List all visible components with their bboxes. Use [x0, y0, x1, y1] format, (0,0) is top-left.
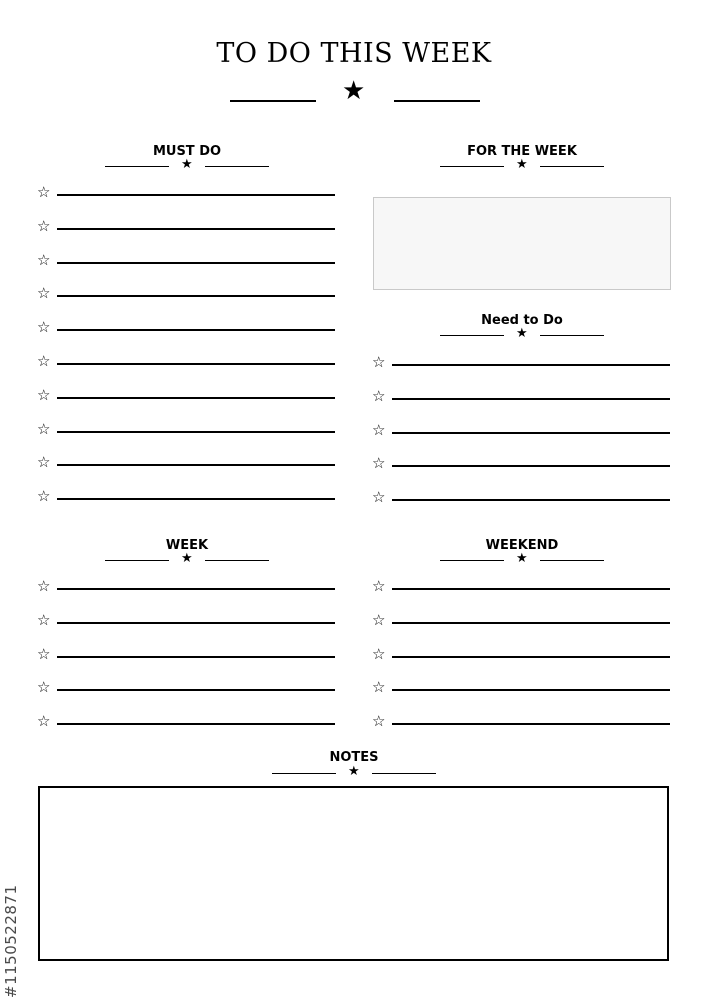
star-outline-icon[interactable]: ☆	[372, 420, 386, 439]
star-outline-icon[interactable]: ☆	[37, 712, 51, 731]
section-title-for-the-week: FOR THE WEEK	[467, 144, 577, 159]
ornament-line-right	[540, 335, 604, 336]
task-line[interactable]	[392, 723, 670, 725]
star-icon: ★	[516, 326, 528, 341]
task-line[interactable]	[392, 588, 670, 590]
task-row[interactable]	[37, 217, 335, 251]
task-row[interactable]	[372, 611, 670, 645]
task-line[interactable]	[392, 689, 670, 691]
star-outline-icon[interactable]: ☆	[372, 577, 386, 595]
ornament-line-right	[372, 773, 436, 774]
section-ornament-must-do	[105, 158, 271, 172]
section-title-week: WEEK	[165, 538, 209, 553]
task-row[interactable]	[37, 183, 335, 217]
task-row[interactable]	[37, 645, 335, 679]
ornament-line-left	[440, 166, 504, 167]
star-outline-icon[interactable]: ☆	[37, 318, 51, 337]
task-row[interactable]	[372, 421, 670, 455]
task-line[interactable]	[392, 398, 670, 400]
ornament-line-right	[540, 166, 604, 167]
must-do-list	[37, 183, 335, 521]
task-line[interactable]	[57, 622, 335, 624]
star-outline-icon[interactable]: ☆	[372, 678, 386, 697]
star-icon: ★	[348, 764, 360, 779]
task-line[interactable]	[57, 431, 335, 433]
task-row[interactable]	[372, 678, 670, 712]
task-row[interactable]	[37, 611, 335, 645]
task-line[interactable]	[392, 622, 670, 624]
star-outline-icon[interactable]: ☆	[372, 386, 386, 405]
task-line[interactable]	[57, 262, 335, 264]
task-row[interactable]	[37, 251, 335, 285]
task-row[interactable]	[37, 420, 335, 454]
task-row[interactable]	[372, 353, 670, 387]
task-line[interactable]	[57, 723, 335, 725]
section-ornament-weekend	[440, 552, 606, 566]
star-outline-icon[interactable]: ☆	[37, 351, 51, 370]
task-line[interactable]	[57, 588, 335, 590]
ornament-line-right	[205, 166, 269, 167]
week-list	[37, 577, 335, 746]
task-line[interactable]	[57, 194, 335, 196]
ornament-line-left	[440, 560, 504, 561]
title-ornament-line-left	[230, 100, 316, 102]
star-outline-icon[interactable]: ☆	[37, 610, 51, 629]
star-icon: ★	[516, 551, 528, 566]
task-row[interactable]	[372, 577, 670, 611]
star-outline-icon[interactable]: ☆	[37, 419, 51, 438]
task-row[interactable]	[37, 678, 335, 712]
page-title: TO DO THIS WEEK	[216, 38, 492, 69]
task-row[interactable]	[372, 387, 670, 421]
star-outline-icon[interactable]: ☆	[37, 250, 51, 269]
task-line[interactable]	[57, 689, 335, 691]
star-outline-icon[interactable]: ☆	[372, 353, 386, 371]
star-outline-icon[interactable]: ☆	[37, 644, 51, 663]
section-ornament-for-the-week	[440, 158, 606, 172]
task-line[interactable]	[57, 329, 335, 331]
title-ornament-line-right	[394, 100, 480, 102]
task-row[interactable]	[37, 487, 335, 521]
task-row[interactable]	[372, 645, 670, 679]
for-the-week-box[interactable]	[373, 197, 671, 290]
star-outline-icon[interactable]: ☆	[37, 284, 51, 303]
title-star-icon: ★	[342, 76, 366, 106]
task-line[interactable]	[392, 432, 670, 434]
section-title-notes: NOTES	[329, 750, 379, 765]
star-outline-icon[interactable]: ☆	[37, 183, 51, 201]
section-ornament-week	[105, 552, 271, 566]
task-row[interactable]	[372, 712, 670, 746]
task-line[interactable]	[392, 364, 670, 366]
task-line[interactable]	[57, 363, 335, 365]
task-line[interactable]	[57, 228, 335, 230]
star-outline-icon[interactable]: ☆	[372, 610, 386, 629]
task-row[interactable]	[37, 712, 335, 746]
task-row[interactable]	[372, 488, 670, 522]
weekend-list	[372, 577, 670, 746]
task-row[interactable]	[37, 386, 335, 420]
task-line[interactable]	[392, 465, 670, 467]
task-row[interactable]	[372, 454, 670, 488]
star-icon: ★	[181, 157, 193, 172]
task-line[interactable]	[57, 498, 335, 500]
ornament-line-right	[205, 560, 269, 561]
star-icon: ★	[516, 157, 528, 172]
star-outline-icon[interactable]: ☆	[372, 488, 386, 507]
star-icon: ★	[181, 551, 193, 566]
task-row[interactable]	[37, 284, 335, 318]
task-row[interactable]	[37, 318, 335, 352]
need-to-do-list	[372, 353, 670, 522]
ornament-line-left	[105, 560, 169, 561]
star-outline-icon[interactable]: ☆	[37, 385, 51, 404]
notes-box[interactable]	[38, 786, 669, 961]
star-outline-icon[interactable]: ☆	[372, 712, 386, 731]
ornament-line-left	[440, 335, 504, 336]
task-line[interactable]	[57, 656, 335, 658]
task-row[interactable]	[37, 453, 335, 487]
star-outline-icon[interactable]: ☆	[37, 487, 51, 506]
task-line[interactable]	[57, 295, 335, 297]
section-title-must-do: MUST DO	[152, 144, 222, 159]
star-outline-icon[interactable]: ☆	[37, 216, 51, 235]
task-row[interactable]	[37, 577, 335, 611]
section-title-need-to-do: Need to Do	[481, 313, 563, 328]
star-outline-icon[interactable]: ☆	[372, 454, 386, 473]
ornament-line-left	[272, 773, 336, 774]
star-outline-icon[interactable]: ☆	[37, 453, 51, 472]
ornament-line-left	[105, 166, 169, 167]
section-title-weekend: WEEKEND	[485, 538, 559, 553]
task-row[interactable]	[37, 352, 335, 386]
task-line[interactable]	[57, 464, 335, 466]
section-ornament-need-to-do	[440, 327, 606, 341]
task-line[interactable]	[392, 499, 670, 501]
task-line[interactable]	[392, 656, 670, 658]
section-ornament-notes	[272, 765, 438, 779]
star-outline-icon[interactable]: ☆	[37, 577, 51, 595]
task-line[interactable]	[57, 397, 335, 399]
title-ornament	[230, 78, 480, 108]
ornament-line-right	[540, 560, 604, 561]
star-outline-icon[interactable]: ☆	[372, 644, 386, 663]
star-outline-icon[interactable]: ☆	[37, 678, 51, 697]
watermark-id: #1150522871	[2, 884, 20, 998]
